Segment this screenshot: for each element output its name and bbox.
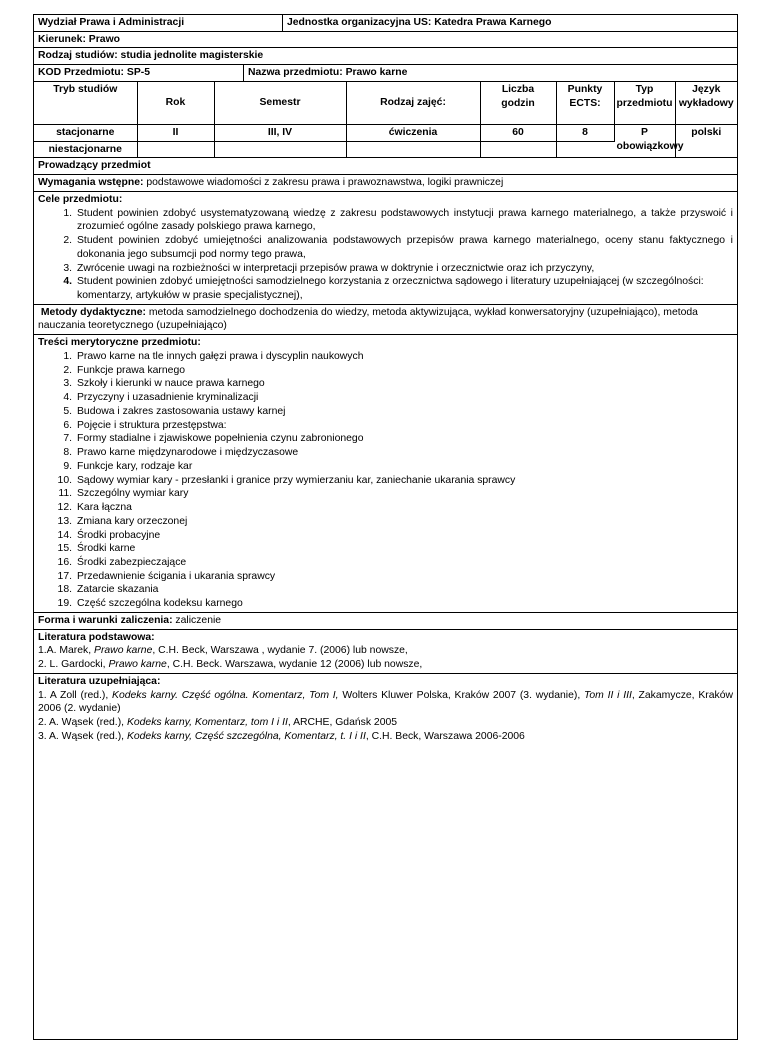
list-item: 15. Środki karne xyxy=(57,543,136,555)
year-empty xyxy=(137,141,214,157)
list-item: 3. A. Wąsek (red.), Kodeks karny, Część szczególna, Komentarz, t. I i II, C.H. Beck, Warszawa 2006-2006 xyxy=(38,730,525,742)
list-item: 1. Student powinien zdobyć usystematyzowaną wiedzę z zakresu podstawowych instytucji prawa karnego materialnego, a także przyswoić i zrozumieć ogólne zasady polskiego prawa karnego, xyxy=(63,207,733,233)
header-semester: Semestr xyxy=(214,82,346,125)
list-item: 1. Prawo karne na tle innych gałęzi prawa i dyscyplin naukowych xyxy=(63,350,364,362)
list-item: 19. Część szczególna kodeksu karnego xyxy=(57,598,243,610)
list-item: 4. Przyczyny i uzasadnienie kryminalizacji xyxy=(63,392,259,404)
content-list xyxy=(38,350,733,611)
semester-empty xyxy=(214,141,346,157)
list-item: 2. Funkcje prawa karnego xyxy=(63,364,186,376)
list-item: 8. Prawo karne międzynarodowe i międzyczasowe xyxy=(63,447,299,459)
methods-label: Metody dydaktyczne: xyxy=(40,306,146,318)
requirements-label: Wymagania wstępne: xyxy=(38,177,144,189)
header-ects: Punkty ECTS: xyxy=(556,82,614,125)
lit-extra-label: Literatura uzupełniająca: xyxy=(38,675,161,687)
list-item: 1. A Zoll (red.), Kodeks karny. Część ogólna. Komentarz, Tom I, Wolters Kluwer Polska, Kraków 2007 (3. wydanie), Tom II i III, Zakamycze, Kraków 2006 (2. wydanie) xyxy=(38,689,733,715)
list-item: 13. Zmiana kary orzeczonej xyxy=(57,515,188,527)
semester-value: III, IV xyxy=(214,124,346,141)
study-type-row: Rodzaj studiów: studia jednolite magisterskie xyxy=(34,48,737,65)
list-item: 1.A. Marek, Prawo karne, C.H. Beck, Warszawa , wydanie 7. (2006) lub nowsze, xyxy=(38,645,408,657)
list-item: 16. Środki zabezpieczające xyxy=(57,556,187,568)
list-item: 2. Student powinien zdobyć umiejętności analizowania podstawowych przepisów prawa karnego materialnego, oceny stanu faktycznego i dokonania jego subsumcji pod normy tego prawa, xyxy=(63,235,733,260)
lit-basic-section xyxy=(34,630,737,674)
list-item: 18. Zatarcie skazania xyxy=(57,584,159,596)
list-item: 7. Formy stadialne i zjawiskowe popełnienia czynu zabronionego xyxy=(63,433,364,445)
year-value: II xyxy=(137,124,214,141)
mode-full: stacjonarne xyxy=(34,124,137,141)
list-item: 3. Zwrócenie uwagi na rozbieżności w interpretacji przepisów prawa w doktrynie i orzecznictwie oraz ich przyczyny, xyxy=(63,262,595,274)
class-type-value: ćwiczenia xyxy=(346,124,480,141)
subject-name: Nazwa przedmiotu: Prawo karne xyxy=(248,67,408,79)
lit-extra-section xyxy=(34,674,737,1039)
goals-section xyxy=(34,192,737,305)
study-table-row xyxy=(34,82,737,158)
assessment-row xyxy=(34,613,737,630)
methods-text: metoda samodzielnego dochodzenia do wiedzy, metoda aktywizująca, wykład konwersatoryjny (uzupełniająco), metoda nauczania teoretycznego (uzupełniająco) xyxy=(38,306,698,332)
list-item: 3. Szkoły i kierunki w nauce prawa karnego xyxy=(63,378,265,390)
faculty-cell: Wydział Prawa i Administracji xyxy=(34,15,283,31)
assessment-label: Forma i warunki zaliczenia: xyxy=(38,614,173,626)
language-value: polski xyxy=(675,124,737,157)
header-language: Język wykładowy xyxy=(678,83,734,109)
type-value: P obowiązkowy xyxy=(614,124,675,157)
lit-basic-label: Literatura podstawowa: xyxy=(38,631,155,643)
hours-empty xyxy=(480,141,556,157)
goals-list xyxy=(38,207,733,303)
unit-cell: Jednostka organizacyjna US: Katedra Prawa Karnego xyxy=(287,17,552,28)
study-table xyxy=(34,82,737,157)
subject-code: KOD Przedmiotu: SP-5 xyxy=(34,65,244,81)
header-hours: Liczba godzin xyxy=(480,82,556,125)
list-item: 14. Środki probacyjne xyxy=(57,529,161,541)
header-row-faculty xyxy=(34,15,737,32)
header-class-type: Rodzaj zajęć: xyxy=(346,82,480,125)
direction-row: Kierunek: Prawo xyxy=(34,32,737,49)
list-item: 5. Budowa i zakres zastosowania ustawy karnej xyxy=(63,405,286,417)
header-type: Typ przedmiotu xyxy=(614,82,675,125)
list-item: 4. Student powinien zdobyć umiejętności samodzielnego korzystania z orzecznictwa sądowego i literatury uzupełniającej (w szczególności: komentarzy, artykułów w prasie specjalistycznej), xyxy=(63,276,704,302)
list-item: 2. A. Wąsek (red.), Kodeks karny, Komentarz, tom I i II, ARCHE, Gdańsk 2005 xyxy=(38,717,398,729)
ects-value: 8 xyxy=(556,124,614,141)
methods-row xyxy=(34,305,737,335)
list-item: 11. Szczególny wymiar kary xyxy=(58,488,189,500)
requirements-row xyxy=(34,175,737,192)
list-item: 9. Funkcje kary, rodzaje kar xyxy=(63,460,193,472)
lecturer-row: Prowadzący przedmiot xyxy=(34,158,737,175)
content-label: Treści merytoryczne przedmiotu: xyxy=(38,337,201,349)
code-row xyxy=(34,65,737,82)
header-mode: Tryb studiów xyxy=(34,82,137,125)
header-year: Rok xyxy=(137,82,214,125)
content-section xyxy=(34,335,737,613)
list-item: 17. Przedawnienie ścigania i ukarania sprawcy xyxy=(57,570,276,582)
hours-value: 60 xyxy=(480,124,556,141)
list-item: 10. Sądowy wymiar kary - przesłanki i granice przy wymierzaniu kar, zaniechanie ukarania sprawcy xyxy=(57,474,516,486)
syllabus-sheet xyxy=(33,14,738,1040)
list-item: 12. Kara łączna xyxy=(57,502,132,514)
list-item: 6. Pojęcie i struktura przestępstwa: xyxy=(63,419,227,431)
list-item: 2. L. Gardocki, Prawo karne, C.H. Beck. Warszawa, wydanie 12 (2006) lub nowsze, xyxy=(38,659,423,671)
ects-empty xyxy=(556,141,614,157)
requirements-text: podstawowe wiadomości z zakresu prawa i prawoznawstwa, logiki prawniczej xyxy=(143,177,504,189)
assessment-text: zaliczenie xyxy=(172,614,222,626)
class-type-empty xyxy=(346,141,480,157)
mode-part: niestacjonarne xyxy=(34,141,137,157)
goals-label: Cele przedmiotu: xyxy=(38,193,123,205)
